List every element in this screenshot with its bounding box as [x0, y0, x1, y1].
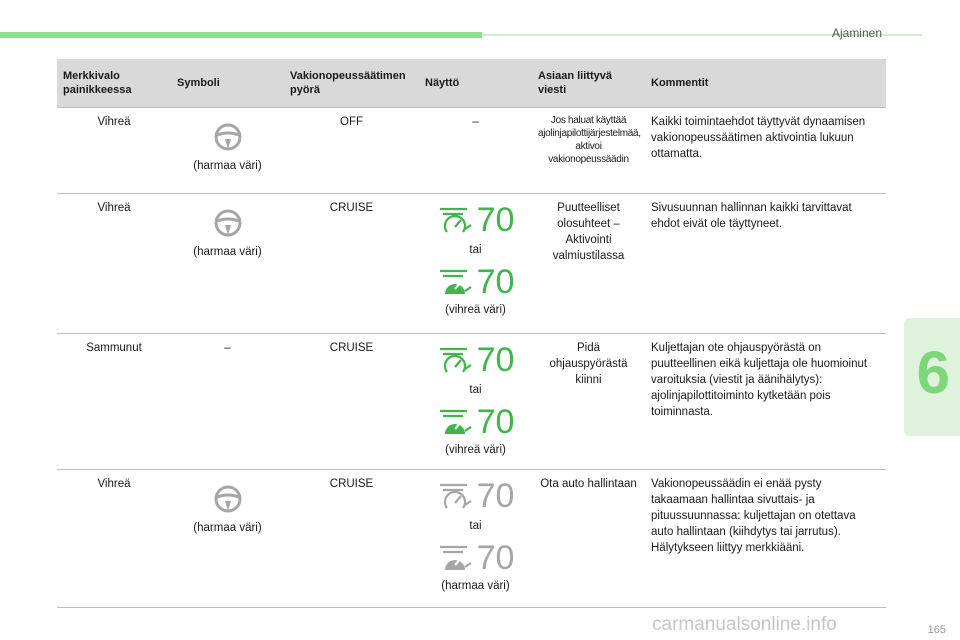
speedometer-icon: [437, 543, 473, 573]
symbol-color-label: (harmaa väri): [193, 522, 262, 534]
col-header-display: Näyttö: [419, 59, 532, 108]
symbol-cell: [171, 470, 284, 608]
comment-cell: Kuljettajan ote ohjauspyörästä on puutteellinen eikä kuljettaja ole huomioinut varoituksia (viestit ja äänihälytys): ajolinjapilottitoiminto kytketään pois toiminnasta.: [645, 334, 886, 470]
display-color-label: (vihreä väri): [445, 304, 506, 316]
comment-cell: Vakionopeussäädin ei enää pysty takaamaan hallintaa sivuttais- ja pituussuunnassa: kuljettajan on otettava auto hallintaan (kiihdytys tai jarrutus). Hälytykseen liittyy merkkiääni.: [645, 470, 886, 608]
cruise-control-table: [57, 59, 886, 608]
top-accent-bar: [0, 32, 482, 38]
steering-wheel-icon: [213, 484, 243, 514]
speedometer-icon: [437, 481, 473, 511]
symbol-color-label: (harmaa väri): [193, 160, 262, 172]
message-cell: Jos haluat käyttää ajolinjapilottijärjestelmää, aktivoi vakionopeussäädin: [532, 108, 645, 194]
table-row: [57, 194, 886, 334]
symbol-color-label: (harmaa väri): [193, 246, 262, 258]
wheel-cell: CRUISE: [284, 194, 419, 334]
col-header-indicator: Merkkivalo painikkeessa: [57, 59, 171, 108]
or-label: tai: [469, 520, 482, 532]
steering-wheel-icon: [213, 122, 243, 152]
display-color-label: (harmaa väri): [441, 580, 510, 592]
symbol-cell: [171, 194, 284, 334]
display-cell: [419, 194, 532, 334]
indicator-cell: Vihreä: [57, 194, 171, 334]
speedometer-icon: [437, 205, 473, 235]
speed-value: 70: [476, 201, 515, 239]
indicator-cell: Sammunut: [57, 334, 171, 470]
message-cell: Puutteelliset olosuhteet – Aktivointi valmiustilassa: [532, 194, 645, 334]
wheel-cell: OFF: [284, 108, 419, 194]
steering-wheel-icon: [213, 208, 243, 238]
wheel-cell: CRUISE: [284, 334, 419, 470]
watermark: carmanualsonline.info: [652, 614, 837, 635]
speedometer-icon: [437, 345, 473, 375]
col-header-wheel: Vakionopeussäätimen pyörä: [284, 59, 419, 108]
speedometer-icon: [437, 267, 473, 297]
section-title: Ajaminen: [831, 26, 882, 40]
speed-value: 70: [476, 403, 515, 441]
comment-cell: Sivusuunnan hallinnan kaikki tarvittavat ehdot eivät ole täyttyneet.: [645, 194, 886, 334]
display-color-label: (vihreä väri): [445, 444, 506, 456]
col-header-symbol: Symboli: [171, 59, 284, 108]
page-number: 165: [927, 624, 946, 636]
table-header-row: [57, 59, 886, 108]
comment-cell: Kaikki toimintaehdot täyttyvät dynaamisen vakionopeussäätimen aktivointia lukuun ottamatta.: [645, 108, 886, 194]
indicator-cell: Vihreä: [57, 470, 171, 608]
speed-value: 70: [476, 341, 515, 379]
speedometer-icon: [437, 407, 473, 437]
col-header-comment: Kommentit: [645, 59, 886, 108]
symbol-cell: –: [171, 334, 284, 470]
table-row: [57, 334, 886, 470]
indicator-cell: Vihreä: [57, 108, 171, 194]
message-cell: Pidä ohjauspyörästä kiinni: [532, 334, 645, 470]
symbol-cell: [171, 108, 284, 194]
display-cell: [419, 470, 532, 608]
or-label: tai: [469, 244, 482, 256]
speed-value: 70: [476, 477, 515, 515]
display-cell: –: [419, 108, 532, 194]
display-cell: [419, 334, 532, 470]
table-row: [57, 108, 886, 194]
col-header-message: Asiaan liittyvä viesti: [532, 59, 645, 108]
speed-value: 70: [476, 263, 515, 301]
table-row: [57, 470, 886, 608]
wheel-cell: CRUISE: [284, 470, 419, 608]
speed-value: 70: [476, 539, 515, 577]
or-label: tai: [469, 384, 482, 396]
message-cell: Ota auto hallintaan: [532, 470, 645, 608]
chapter-number: 6: [916, 339, 950, 406]
